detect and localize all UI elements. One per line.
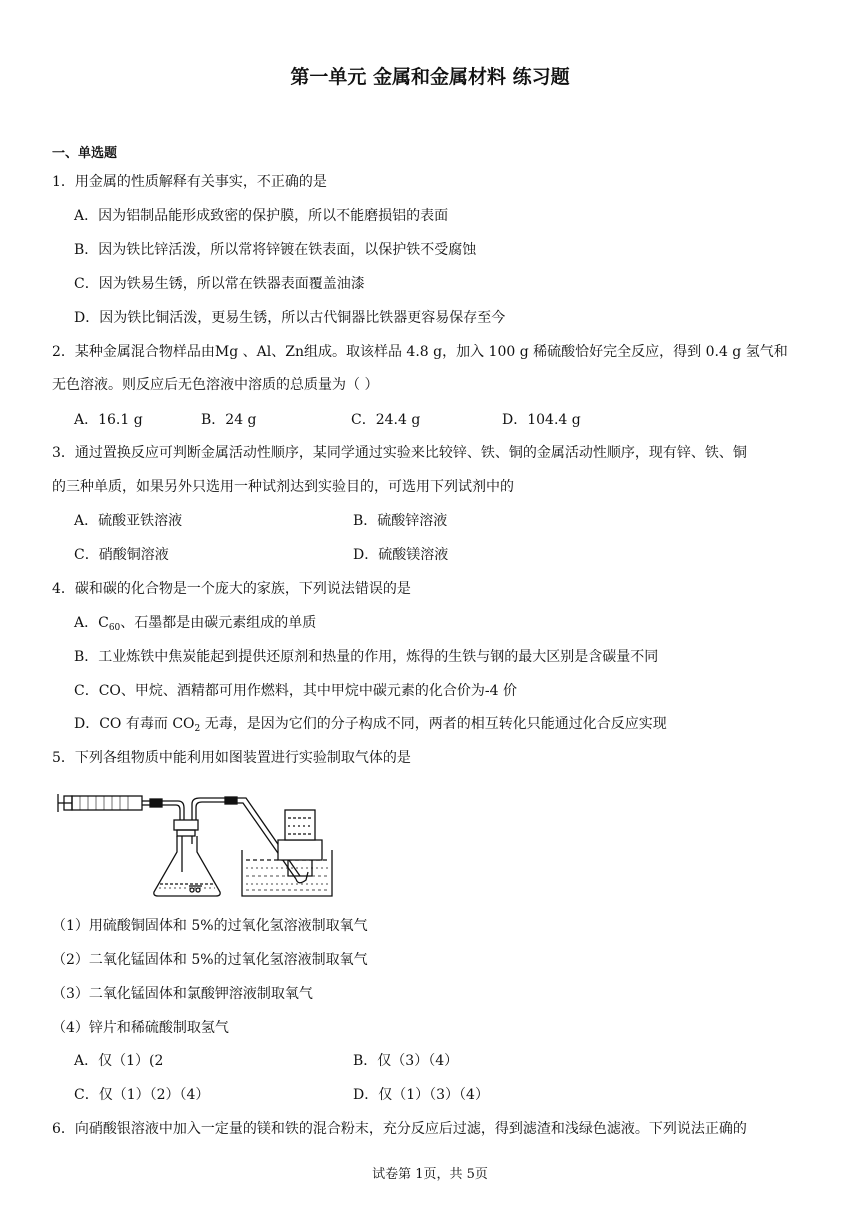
question-1-stem: 1．用金属的性质解释有关事实，不正确的是: [52, 174, 327, 190]
q4-option-d-post: 无毒，是因为它们的分子构成不同，两者的相互转化只能通过化合反应实现: [200, 716, 667, 732]
page-footer: 试卷第 1页，共 5页: [372, 1167, 488, 1182]
q4-option-d-subscript: 2: [194, 724, 201, 734]
q5-statement-3: （3）二氧化锰固体和氯酸钾溶液制取氧气: [52, 986, 313, 1002]
q4-option-b: B．工业炼铁中焦炭能起到提供还原剂和热量的作用，炼得的生铁与钢的最大区别是含碳量不同: [74, 649, 659, 665]
q5-option-c: C．仅（1）（2）（4）: [74, 1087, 210, 1103]
question-3-stem-line2: 的三种单质，如果另外只选用一种试剂达到实验目的，可选用下列试剂中的: [52, 479, 514, 495]
page-title: 第一单元 金属和金属材料 练习题: [290, 66, 570, 88]
q4-option-a-post: 、石墨都是由碳元素组成的单质: [120, 615, 317, 631]
q5-statement-2: （2）二氧化锰固体和 5%的过氧化氢溶液制取氧气: [52, 952, 368, 968]
question-2-stem-line2: 无色溶液。则反应后无色溶液中溶质的总质量为（ ）: [52, 377, 379, 393]
q3-options-row1: [74, 511, 448, 531]
syringe-icon: [58, 794, 150, 812]
q1-option-c: C．因为铁易生锈，所以常在铁器表面覆盖油漆: [74, 276, 365, 292]
q5-option-b: B．仅（3）（4）: [353, 1053, 459, 1069]
q4-option-a-subscript: 60: [108, 623, 121, 633]
q3-option-b: B．硫酸锌溶液: [353, 513, 448, 529]
q1-option-a: A．因为铝制品能形成致密的保护膜，所以不能磨损铝的表面: [74, 208, 449, 224]
water-trough-icon: [242, 810, 332, 896]
q3-option-a: A．硫酸亚铁溶液: [74, 513, 183, 529]
question-4-stem: 4．碳和碳的化合物是一个庞大的家族，下列说法错误的是: [52, 581, 411, 597]
q5-option-a: A．仅（1）(2: [74, 1053, 164, 1069]
q2-option-d: D．104.4 g: [502, 412, 581, 428]
q5-statement-4: （4）锌片和稀硫酸制取氢气: [52, 1020, 229, 1036]
q5-statement-1: （1）用硫酸铜固体和 5%的过氧化氢溶液制取氧气: [52, 918, 368, 934]
question-5-stem: 5．下列各组物质中能利用如图装置进行实验制取气体的是: [52, 750, 411, 766]
q5-option-d: D．仅（1）（3）（4）: [353, 1087, 489, 1103]
q2-option-a: A．16.1 g: [74, 412, 143, 428]
q2-option-c: C．24.4 g: [351, 412, 421, 428]
q4-option-c: C．CO、甲烷、酒精都可用作燃料，其中甲烷中碳元素的化合价为-4 价: [74, 683, 517, 699]
q3-option-c: C．硝酸铜溶液: [74, 547, 169, 563]
q2-options: [74, 410, 581, 430]
q5-options-row2: [74, 1085, 489, 1105]
q1-option-b: B．因为铁比锌活泼，所以常将锌镀在铁表面，以保护铁不受腐蚀: [74, 242, 477, 258]
question-2-stem-line1: 2．某种金属混合物样品由Mg 、Al、Zn组成。取该样品 4.8 g，加入 100 g 稀硫酸恰好完全反应，得到 0.4 g 氢气和: [52, 344, 788, 360]
question-6-stem: 6．向硝酸银溶液中加入一定量的镁和铁的混合粉末，充分反应后过滤，得到滤渣和浅绿色滤液。下列说法正确的: [52, 1121, 747, 1137]
conical-flask-icon: [154, 836, 220, 896]
q5-options-row1: [74, 1051, 459, 1071]
q1-option-d: D．因为铁比铜活泼，更易生锈，所以古代铜器比铁器更容易保存至今: [74, 310, 506, 326]
question-3-stem-line1: 3．通过置换反应可判断金属活动性顺序，某同学通过实验来比较锌、铁、铜的金属活动性顺序，现有锌、铁、铜: [52, 445, 747, 461]
q4-option-a-pre: A．C: [74, 615, 109, 631]
apparatus-diagram: [50, 780, 350, 900]
q4-option-d: [74, 714, 667, 739]
q3-option-d: D．硫酸镁溶液: [353, 547, 449, 563]
q4-option-a: [74, 613, 316, 638]
q3-options-row2: [74, 545, 449, 565]
q4-option-d-pre: D．CO 有毒而 CO: [74, 716, 195, 732]
q2-option-b: B．24 g: [201, 412, 257, 428]
section-heading: 一、单选题: [52, 146, 118, 161]
